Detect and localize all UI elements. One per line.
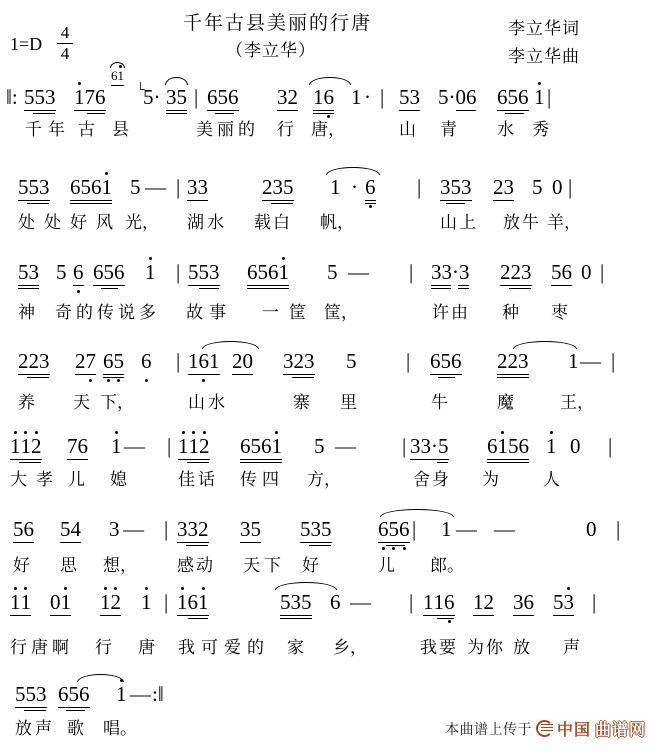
note-token: —	[124, 434, 145, 458]
note-token: 553	[188, 261, 220, 283]
time-signature-denominator: 4	[60, 44, 70, 63]
beam-line	[18, 285, 39, 286]
barline: |	[547, 85, 552, 109]
beam-line	[10, 459, 42, 460]
tie-arc	[380, 509, 454, 517]
barline: |	[406, 349, 411, 373]
note-token: 656	[430, 350, 462, 372]
beam-line	[18, 288, 39, 289]
note-token: —	[123, 517, 144, 541]
beam-line	[399, 110, 420, 111]
lyric-syllable: 放	[513, 638, 530, 657]
tie-arc	[110, 62, 125, 68]
beam-line	[300, 542, 332, 543]
note-token: 553	[15, 683, 47, 705]
beam-line	[101, 288, 118, 289]
barline: |	[402, 434, 407, 458]
note-token: 656	[497, 86, 529, 108]
note-token: 161	[177, 591, 209, 613]
lyric-syllable: 舍身	[413, 470, 451, 489]
note-token: 33	[187, 175, 208, 199]
note-token: 323	[283, 350, 315, 372]
note-token: 176	[74, 86, 106, 108]
barline: |	[616, 517, 621, 541]
note-token: 5·	[143, 85, 161, 109]
lyric-syllable: 唐，	[311, 120, 345, 139]
beam-line	[313, 113, 334, 114]
beam-line	[240, 462, 282, 463]
note-token: ·	[364, 85, 371, 109]
tie-arc	[165, 77, 188, 85]
beam-line	[27, 203, 49, 204]
beam-line	[280, 615, 312, 616]
key-signature	[10, 34, 42, 55]
note-token: 553	[24, 86, 56, 108]
barline: |	[176, 260, 181, 284]
lyric-syllable: 牛	[431, 393, 448, 412]
lyric-syllable: 寨	[293, 393, 310, 412]
note-token: 5	[314, 434, 325, 458]
note-token: 65	[103, 350, 124, 372]
note-token: 112	[178, 435, 210, 457]
lyric-syllable: 载白	[254, 213, 292, 232]
beam-line	[177, 615, 209, 616]
lyric-syllable: 王，	[560, 393, 594, 412]
note-token: 235	[262, 176, 294, 198]
note-token: 23	[493, 175, 514, 199]
note-token: 353	[440, 176, 472, 198]
lyric-syllable: 行唐啊	[10, 638, 73, 657]
lyric-syllable: 好	[13, 556, 30, 575]
lyric-syllable: 郎。	[430, 556, 464, 575]
lyric-syllable: 下，	[100, 393, 134, 412]
note-token: 1	[145, 260, 156, 284]
beam-line	[111, 85, 124, 86]
lyric-syllable: 筐，	[324, 303, 358, 322]
beam-line	[431, 285, 451, 286]
note-token: 36	[513, 590, 534, 614]
note-token: ·	[351, 175, 358, 199]
beam-line	[87, 113, 106, 114]
note-token: 5	[56, 260, 67, 284]
lyric-syllable: 思	[60, 556, 77, 575]
lyric-syllable: 感动	[177, 556, 215, 575]
lyricist-credit: 李立华词	[508, 19, 580, 38]
beam-line	[456, 110, 476, 111]
beam-line	[166, 113, 187, 114]
note-token: 1	[141, 590, 152, 614]
note-token: 35	[240, 517, 261, 541]
note-token: —	[494, 517, 515, 541]
note-token: └	[136, 82, 145, 96]
note-token: 223	[497, 350, 529, 372]
beam-line	[103, 374, 124, 375]
note-token: 11	[10, 590, 31, 614]
barline: |	[568, 175, 573, 199]
beam-line	[378, 542, 410, 543]
beam-line	[277, 110, 298, 111]
lyric-syllable: 故事	[186, 303, 232, 322]
note-token: 1	[116, 682, 127, 706]
lyric-syllable: 秀	[532, 120, 549, 139]
lyric-syllable: 行	[95, 638, 112, 657]
note-token: —	[145, 175, 166, 199]
beam-line	[18, 374, 50, 375]
song-subtitle: （李立华）	[226, 41, 316, 60]
note-token: 112	[10, 435, 42, 457]
beam-line	[497, 110, 529, 111]
beam-line	[247, 285, 289, 286]
lyric-syllable: 许由	[432, 303, 470, 322]
lyric-syllable: 古	[78, 120, 95, 139]
note-token: 6561	[70, 176, 112, 198]
beam-line	[247, 288, 289, 289]
lyric-syllable: 家	[287, 638, 304, 657]
lyric-syllable: 青	[440, 120, 457, 139]
lyric-syllable: 羊，	[547, 213, 581, 232]
note-token: 32	[277, 85, 298, 109]
beam-line	[280, 618, 312, 619]
note-token: —	[456, 517, 477, 541]
beam-line	[10, 615, 31, 616]
lyric-syllable: 为	[482, 470, 499, 489]
tie-arc	[326, 167, 380, 175]
barline: |	[608, 434, 613, 458]
lyric-syllable: 儿	[68, 470, 85, 489]
barline: |	[194, 85, 199, 109]
lyric-syllable: 千年	[25, 120, 71, 139]
note-token: 1	[330, 176, 341, 198]
barline: ‖:	[6, 85, 18, 109]
lyric-syllable: 大孝	[10, 470, 62, 489]
beam-line	[100, 615, 121, 616]
beam-line	[188, 285, 220, 286]
beam-line	[27, 377, 49, 378]
beam-line	[551, 285, 572, 286]
note-token: 223	[18, 350, 50, 372]
beam-line	[70, 200, 112, 201]
lyric-syllable: 枣	[551, 303, 568, 322]
lyric-syllable: 放牛	[503, 213, 541, 232]
beam-line	[430, 374, 462, 375]
barline: |	[176, 349, 181, 373]
lyric-syllable: 水	[497, 120, 514, 139]
note-token: 12	[100, 590, 121, 614]
beam-line	[19, 462, 41, 463]
quputao-site-logo-icon	[536, 720, 553, 737]
lyric-syllable: 奇的传说多	[55, 303, 160, 322]
beam-line	[60, 542, 81, 543]
barline: |	[611, 349, 616, 373]
note-token: —	[350, 590, 371, 614]
lyric-syllable: 神	[18, 303, 35, 322]
note-token: —	[348, 260, 369, 284]
beam-line	[500, 285, 532, 286]
note-token: 6	[141, 349, 152, 373]
barline: |	[409, 590, 414, 614]
beam-line	[177, 542, 209, 543]
beam-line	[493, 200, 514, 201]
note-token: 5	[327, 260, 338, 284]
beam-line	[365, 200, 376, 201]
key-label: 1=D	[10, 34, 43, 54]
barline: |	[412, 517, 417, 541]
lyric-syllable: 唐	[138, 638, 155, 657]
note-token: 6156	[487, 435, 529, 457]
lyric-syllable: 传四	[240, 470, 284, 489]
beam-line	[386, 545, 405, 546]
beam-line	[410, 459, 449, 460]
beam-line	[553, 615, 574, 616]
lyric-syllable: 湖水	[187, 213, 227, 232]
lyric-syllable: 种	[502, 303, 519, 322]
beam-line	[271, 203, 293, 204]
note-token: 5	[130, 175, 141, 199]
lyric-syllable: 儿	[378, 556, 395, 575]
beam-line	[58, 707, 90, 708]
barline: |	[167, 434, 172, 458]
lyric-syllable: 声	[563, 638, 580, 657]
lyric-syllable: 为你	[467, 638, 505, 657]
note-token: 1	[351, 85, 362, 109]
note-token: 6561	[247, 261, 289, 283]
beam-line	[166, 110, 187, 111]
lyric-syllable: 方，	[307, 470, 341, 489]
note-token: 6	[73, 260, 84, 284]
note-token: 0	[552, 175, 563, 199]
beam-line	[186, 545, 208, 546]
beam-line	[431, 288, 451, 289]
lyric-syllable: 我要	[420, 638, 458, 657]
lyric-syllable: 放声	[15, 719, 55, 738]
beam-line	[509, 288, 531, 289]
lyric-syllable: 山上	[440, 213, 478, 232]
lyric-syllable: 行	[277, 120, 294, 139]
lyric-syllable: 乡，	[333, 638, 367, 657]
lyric-syllable: 媳	[110, 470, 127, 489]
note-token: 27	[75, 349, 96, 373]
beam-line	[458, 288, 470, 289]
barline: :‖	[152, 682, 164, 706]
barline: |	[600, 260, 605, 284]
note-token: 56	[13, 517, 34, 541]
lyric-syllable: 养	[18, 393, 35, 412]
beam-line	[458, 285, 470, 286]
note-token: 1	[534, 85, 545, 109]
note-token: 161	[188, 350, 220, 372]
note-token: 3	[109, 517, 120, 541]
beam-line	[313, 110, 334, 111]
note-token: 553	[18, 176, 50, 198]
beam-line	[15, 707, 47, 708]
beam-line	[440, 200, 472, 201]
lyric-syllable: 歌	[67, 719, 84, 738]
lyric-syllable: 我可爱的	[178, 638, 270, 657]
beam-line	[18, 200, 50, 201]
note-token: 1	[111, 434, 122, 458]
tie-arc	[275, 582, 337, 590]
lyric-syllable: 美丽的	[196, 120, 259, 139]
beam-line	[487, 459, 529, 460]
beam-line	[497, 377, 529, 378]
beam-line	[215, 113, 234, 114]
note-token: —	[335, 434, 356, 458]
note-token: 1	[441, 517, 452, 541]
barline: |	[417, 175, 422, 199]
song-title: 千年古县美丽的行唐	[183, 13, 373, 34]
note-token: 20	[232, 349, 253, 373]
beam-line	[24, 710, 46, 711]
beam-line	[437, 462, 449, 463]
lyric-syllable: 一筐	[262, 303, 316, 322]
note-token: 535	[300, 518, 332, 540]
barline: |	[164, 517, 169, 541]
beam-line	[93, 285, 125, 286]
beam-line	[240, 542, 261, 543]
note-token: 116	[423, 591, 455, 613]
note-token: 12	[473, 590, 494, 614]
note-token: 54	[60, 517, 81, 541]
beam-line	[283, 374, 315, 375]
upload-text: 本曲谱上传于	[444, 722, 532, 738]
note-token: 5	[532, 175, 543, 199]
note-token: 332	[177, 518, 209, 540]
note-token: 6	[365, 176, 376, 198]
beam-line	[67, 459, 88, 460]
lyric-syllable: 帆，	[320, 213, 354, 232]
note-token: 1	[568, 349, 579, 373]
beam-line	[70, 203, 112, 204]
beam-line	[33, 113, 55, 114]
lyric-syllable: 天下	[243, 556, 285, 575]
tie-arc	[202, 341, 259, 349]
lyric-syllable: 人	[543, 470, 560, 489]
note-token: —	[130, 682, 151, 706]
tie-arc	[513, 341, 577, 349]
beam-line	[187, 200, 208, 201]
beam-line	[66, 710, 85, 711]
beam-line	[438, 377, 455, 378]
note-token: 0	[570, 434, 581, 458]
beam-line	[473, 615, 494, 616]
note-token: 535	[280, 591, 312, 613]
note-token: 6	[330, 590, 341, 614]
site-name-outline: 曲谱网	[594, 722, 646, 739]
beam-line	[505, 113, 524, 114]
barline: |	[409, 260, 414, 284]
note-token: 53	[18, 261, 39, 283]
lyric-syllable: 处处好风	[18, 213, 122, 232]
beam-line	[497, 374, 529, 375]
beam-line	[207, 110, 239, 111]
composer-credit: 李立华曲	[508, 47, 580, 66]
beam-line	[178, 459, 210, 460]
beam-line	[262, 200, 294, 201]
note-token: 0	[586, 517, 597, 541]
watermark	[445, 717, 646, 740]
lyric-syllable: 山水	[188, 393, 228, 412]
note-token: 0	[581, 260, 592, 284]
barline: |	[164, 590, 169, 614]
beam-line	[437, 618, 454, 619]
beam-line	[232, 374, 253, 375]
time-signature-numerator: 4	[60, 23, 70, 42]
beam-line	[188, 374, 220, 375]
lyric-syllable: 魔	[497, 393, 514, 412]
tie-arc	[77, 674, 124, 682]
note-token: 01	[50, 590, 71, 614]
note-token: 33·3	[431, 261, 470, 283]
note-token: —	[580, 349, 601, 373]
beam-line	[309, 545, 331, 546]
beam-line	[199, 288, 219, 289]
beam-line	[75, 374, 96, 375]
beam-line	[240, 459, 282, 460]
note-token: 61	[111, 69, 124, 83]
lyric-syllable: 唱。	[103, 719, 137, 738]
note-token: 53	[399, 85, 420, 109]
beam-line	[365, 203, 376, 204]
tie-arc	[309, 77, 351, 85]
note-token: 53	[553, 590, 574, 614]
site-name-solid: 中国	[556, 722, 591, 739]
beam-line	[73, 285, 84, 286]
barline: |	[380, 85, 385, 109]
time-signature	[55, 24, 75, 63]
lyric-syllable: 山	[399, 120, 416, 139]
note-token: 16	[313, 86, 334, 108]
beam-line	[188, 618, 208, 619]
note-token: 656	[207, 86, 239, 108]
note-token: 1	[546, 434, 557, 458]
note-token: 5	[346, 349, 357, 373]
beam-line	[487, 462, 529, 463]
beam-line	[50, 615, 71, 616]
beam-line	[187, 462, 209, 463]
lyric-syllable: 天	[73, 393, 90, 412]
note-token: 35	[166, 86, 187, 108]
lyric-syllable: 光，	[125, 213, 159, 232]
lyric-syllable: 好	[302, 556, 319, 575]
lyric-syllable: 想，	[103, 556, 137, 575]
barline: |	[176, 175, 181, 199]
beam-line	[292, 377, 314, 378]
lyric-syllable: 佳话	[178, 470, 218, 489]
note-token: 656	[58, 683, 90, 705]
note-token: 56	[551, 260, 572, 284]
lyric-syllable: 里	[340, 393, 357, 412]
beam-line	[74, 110, 106, 111]
barline: |	[592, 590, 597, 614]
note-token: 6561	[240, 435, 282, 457]
beam-line	[513, 615, 534, 616]
beam-line	[446, 203, 465, 204]
note-token: 223	[500, 261, 532, 283]
beam-line	[103, 377, 124, 378]
note-token: 76	[67, 434, 88, 458]
beam-line	[24, 110, 56, 111]
beam-line	[423, 615, 455, 616]
note-token: 656	[93, 261, 125, 283]
note-token: 33·5	[410, 435, 449, 457]
note-token: 5·06	[438, 85, 477, 109]
lyric-syllable: 县	[112, 120, 129, 139]
beam-line	[13, 542, 34, 543]
note-token: 656	[378, 518, 410, 540]
